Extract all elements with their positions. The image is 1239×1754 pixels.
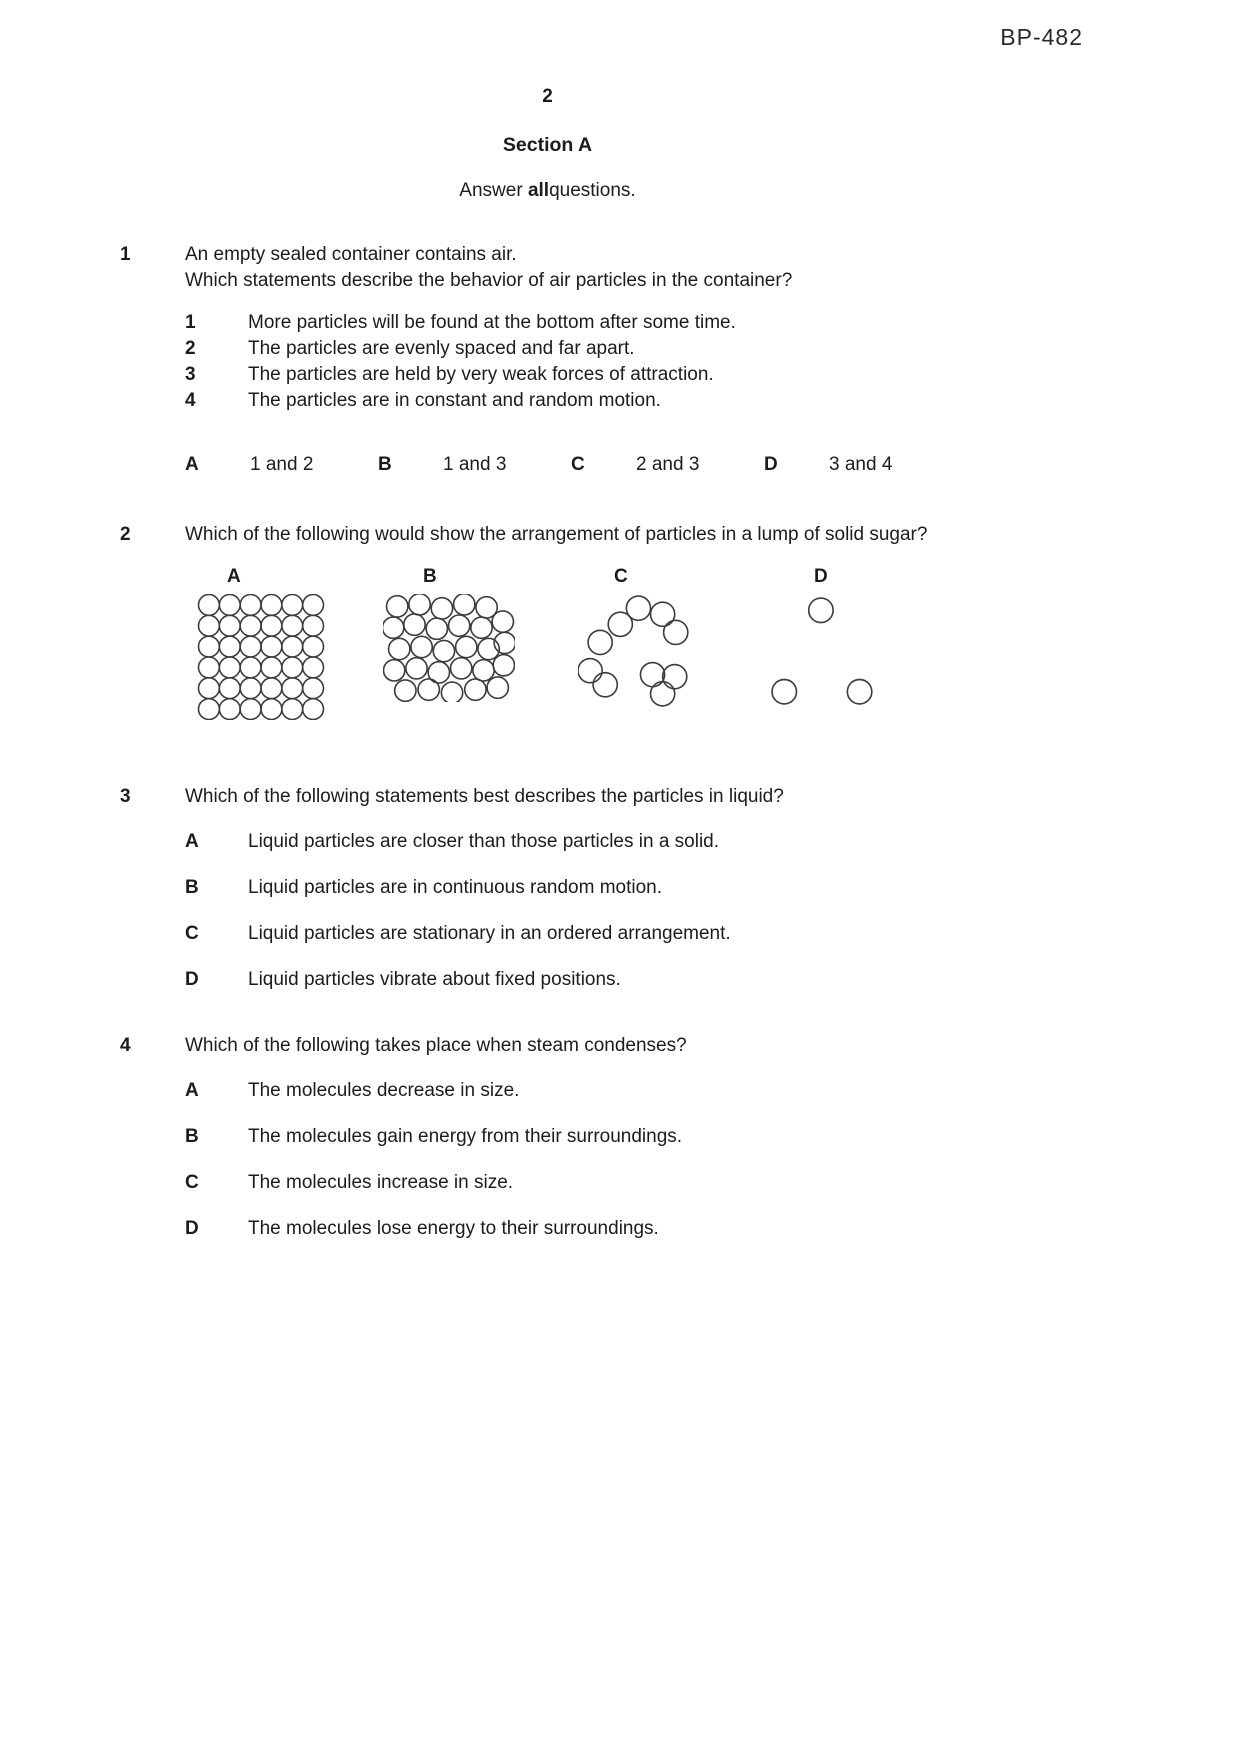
question-1-number: 1 — [120, 244, 131, 265]
option-label: D — [185, 1218, 199, 1239]
option-a — [185, 452, 378, 478]
option-text: Liquid particles are stationary in an ordered arrangement. — [248, 923, 731, 944]
diagram-label: A — [227, 566, 241, 587]
option-text: The molecules increase in size. — [248, 1172, 514, 1193]
particle-diagram — [383, 594, 515, 702]
instruction-bold: all — [527, 180, 550, 201]
option-text: 3 and 4 — [829, 454, 893, 475]
option-text: 1 and 2 — [250, 454, 314, 475]
statement-number: 1 — [185, 312, 196, 333]
question-4-options — [185, 1078, 1189, 1242]
option-label: A — [185, 831, 199, 852]
statement-text: The particles are evenly spaced and far apart. — [248, 338, 635, 359]
option-text: The molecules lose energy to their surroundings. — [248, 1218, 659, 1239]
statement-text: The particles are in constant and random motion. — [248, 390, 661, 411]
option-text: The molecules decrease in size. — [248, 1080, 520, 1101]
option-label: D — [185, 969, 199, 990]
question-1-text-line2: Which statements describe the behavior of air particles in the container? — [185, 270, 793, 291]
question-3-number: 3 — [120, 786, 131, 807]
option-a — [185, 829, 1189, 855]
option-label: C — [571, 454, 585, 475]
option-c — [571, 452, 764, 478]
statement-number: 3 — [185, 364, 196, 385]
page-number: 2 — [542, 86, 553, 107]
statement-row — [185, 336, 1189, 362]
question-2-text: Which of the following would show the arrangement of particles in a lump of solid sugar? — [185, 524, 928, 545]
option-text: Liquid particles vibrate about fixed positions. — [248, 969, 621, 990]
diagram-label: D — [814, 566, 828, 587]
option-label: C — [185, 1172, 199, 1193]
option-b — [378, 452, 571, 478]
option-c — [185, 1170, 1189, 1196]
question-3-options — [185, 829, 1189, 993]
statement-number: 4 — [185, 390, 196, 411]
instruction-prefix: Answer — [459, 180, 528, 201]
statement-row — [185, 388, 1189, 414]
instruction-line — [0, 178, 1095, 204]
question-2-diagrams — [185, 548, 1189, 766]
option-d — [185, 967, 1189, 993]
particle-diagram — [578, 594, 714, 710]
option-label: B — [185, 877, 199, 898]
question-3 — [120, 784, 1189, 993]
particle-diagram-b — [383, 564, 515, 702]
question-4-number: 4 — [120, 1035, 131, 1056]
option-label: D — [764, 454, 778, 475]
question-2 — [120, 522, 1189, 766]
doc-code: BP-482 — [1000, 24, 1083, 50]
option-text: The molecules gain energy from their surroundings. — [248, 1126, 683, 1147]
statement-number: 2 — [185, 338, 196, 359]
question-1-options — [185, 452, 1189, 478]
question-1 — [120, 242, 1189, 478]
option-label: A — [185, 1080, 199, 1101]
statement-text: More particles will be found at the bottom after some time. — [248, 312, 736, 333]
option-label: B — [378, 454, 392, 475]
question-1-statements — [185, 310, 1189, 414]
statement-row — [185, 362, 1189, 388]
option-text: 2 and 3 — [636, 454, 700, 475]
option-label: B — [185, 1126, 199, 1147]
option-d — [764, 452, 957, 478]
option-b — [185, 875, 1189, 901]
option-c — [185, 921, 1189, 947]
option-label: A — [185, 454, 199, 475]
statement-text: The particles are held by very weak forces of attraction. — [248, 364, 714, 385]
option-a — [185, 1078, 1189, 1104]
question-3-text: Which of the following statements best describes the particles in liquid? — [185, 786, 784, 807]
diagram-label: B — [423, 566, 437, 587]
option-text: Liquid particles are in continuous random motion. — [248, 877, 663, 898]
statement-row — [185, 310, 1189, 336]
particle-diagram — [195, 594, 327, 720]
section-title: Section A — [502, 134, 593, 156]
question-4-text: Which of the following takes place when steam condenses? — [185, 1035, 687, 1056]
question-1-text-line1: An empty sealed container contains air. — [185, 244, 517, 265]
option-label: C — [185, 923, 199, 944]
option-d — [185, 1216, 1189, 1242]
diagram-label: C — [614, 566, 628, 587]
particle-diagram — [770, 594, 882, 708]
option-b — [185, 1124, 1189, 1150]
particle-diagram-a — [195, 564, 327, 720]
particle-diagram-c — [578, 564, 714, 710]
question-2-number: 2 — [120, 524, 131, 545]
instruction-suffix: questions. — [549, 180, 636, 201]
option-text: 1 and 3 — [443, 454, 507, 475]
option-text: Liquid particles are closer than those particles in a solid. — [248, 831, 720, 852]
question-4 — [120, 1033, 1189, 1242]
particle-diagram-d — [770, 564, 882, 708]
